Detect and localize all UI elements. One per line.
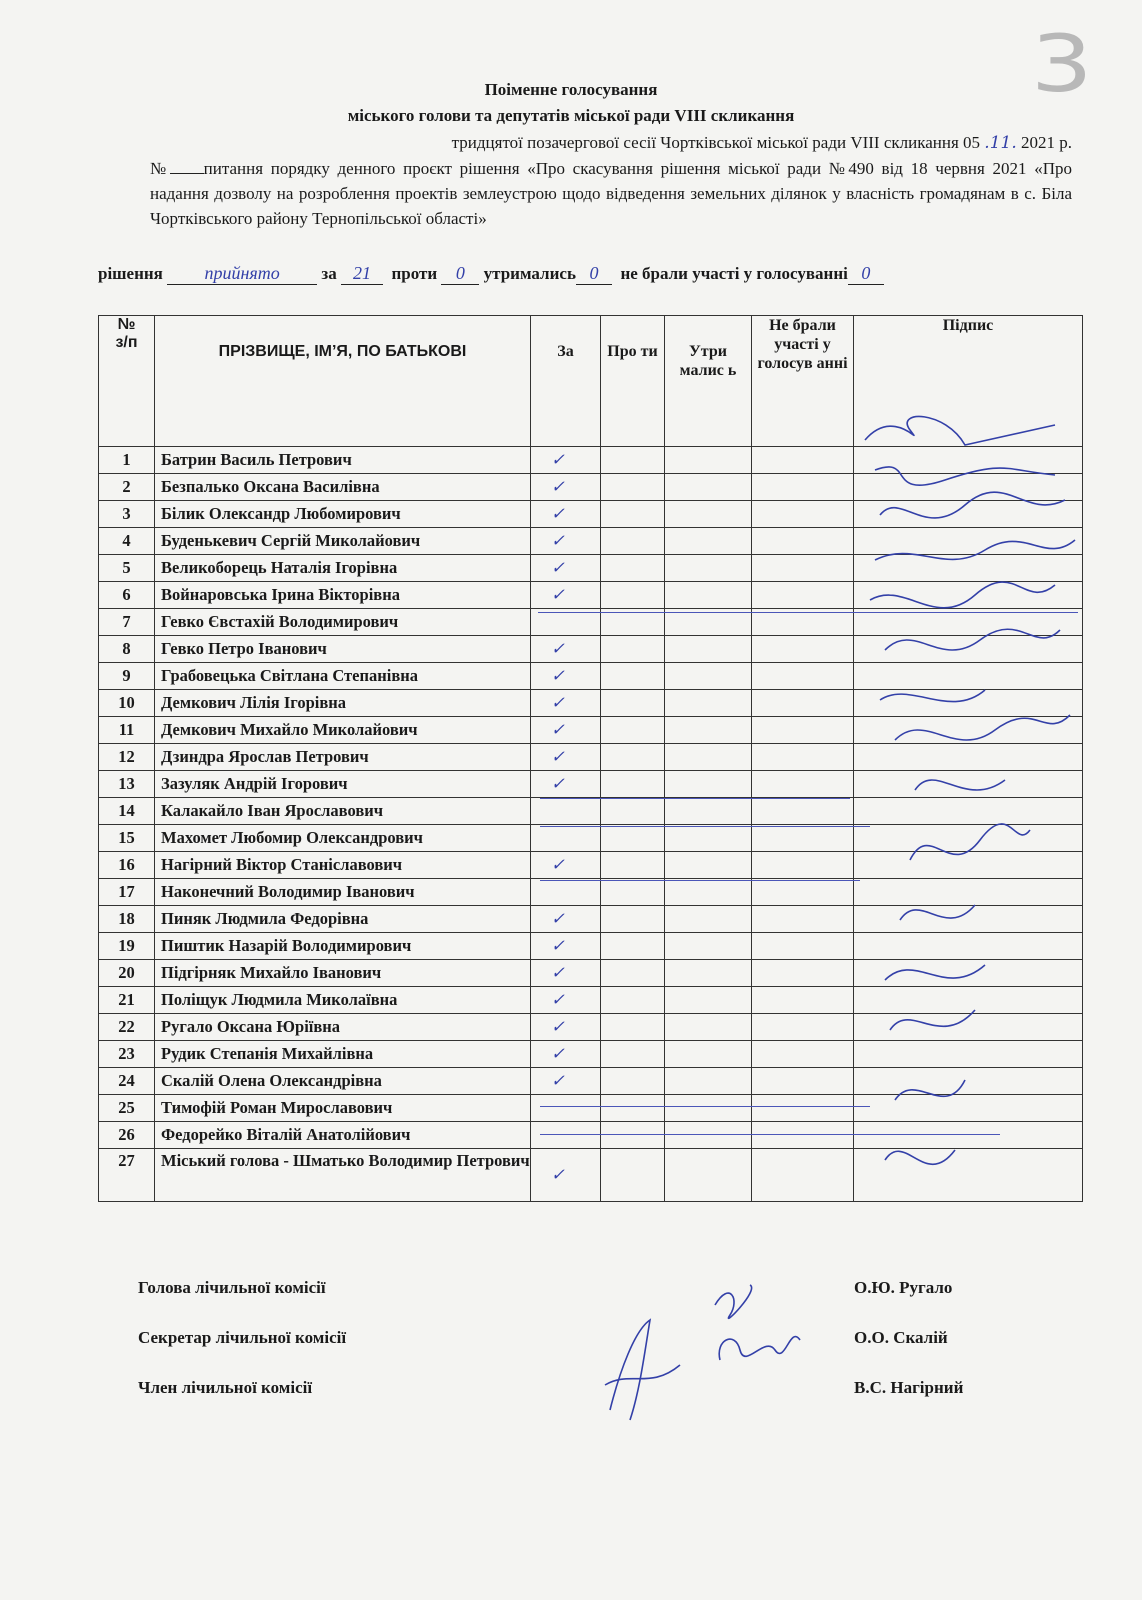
header-signature — [854, 316, 1083, 447]
row-abstained — [665, 582, 752, 609]
row-number: 10 — [99, 690, 155, 717]
row-against — [601, 933, 665, 960]
row-abstained — [665, 1068, 752, 1095]
row-name: Поліщук Людмила Миколаївна — [155, 987, 531, 1014]
row-for-mark: ✓ — [531, 771, 601, 798]
row-signature — [854, 1068, 1083, 1095]
row-number: 12 — [99, 744, 155, 771]
row-signature — [854, 501, 1083, 528]
row-against — [601, 717, 665, 744]
row-against — [601, 501, 665, 528]
row-not-voted — [752, 825, 854, 852]
row-against — [601, 555, 665, 582]
row-name: Великоборець Наталія Ігорівна — [155, 555, 531, 582]
row-against — [601, 825, 665, 852]
row-not-voted — [752, 1149, 854, 1202]
row-abstained — [665, 447, 752, 474]
row-not-voted — [752, 663, 854, 690]
strike-row-7 — [538, 612, 1078, 613]
row-abstained — [665, 1041, 752, 1068]
row-abstained — [665, 879, 752, 906]
row-number: 25 — [99, 1095, 155, 1122]
row-name: Наконечний Володимир Іванович — [155, 879, 531, 906]
row-for-mark: ✓ — [531, 447, 601, 474]
row-for-mark: ✓ — [531, 1041, 601, 1068]
table-row — [99, 555, 1083, 582]
header-abstained — [665, 316, 752, 447]
row-abstained — [665, 690, 752, 717]
strike-row-26 — [540, 1134, 1000, 1135]
row-for-mark: ✓ — [531, 987, 601, 1014]
for-count: 21 — [341, 263, 383, 285]
row-name: Скалій Олена Олександрівна — [155, 1068, 531, 1095]
row-against — [601, 879, 665, 906]
row-name: Грабовецька Світлана Степанівна — [155, 663, 531, 690]
for-label: за — [321, 264, 337, 283]
row-name: Тимофій Роман Мирославович — [155, 1095, 531, 1122]
row-against — [601, 960, 665, 987]
table-row — [99, 717, 1083, 744]
row-against — [601, 690, 665, 717]
row-against — [601, 1122, 665, 1149]
row-not-voted — [752, 447, 854, 474]
row-number: 21 — [99, 987, 155, 1014]
header-number-sign: № — [117, 316, 136, 333]
row-not-voted — [752, 906, 854, 933]
row-signature — [854, 1122, 1083, 1149]
not-voted-count: 0 — [848, 263, 884, 285]
row-for-mark — [531, 879, 601, 906]
row-number: 6 — [99, 582, 155, 609]
row-abstained — [665, 501, 752, 528]
commission-signatures — [590, 1270, 820, 1450]
row-for-mark: ✓ — [531, 960, 601, 987]
row-for-mark: ✓ — [531, 582, 601, 609]
row-for-mark: ✓ — [531, 906, 601, 933]
row-not-voted — [752, 1122, 854, 1149]
row-name: Пиняк Людмила Федорівна — [155, 906, 531, 933]
intro-line1 — [150, 130, 1072, 156]
row-for-mark: ✓ — [531, 501, 601, 528]
row-name: Демкович Михайло Миколайович — [155, 717, 531, 744]
row-against — [601, 528, 665, 555]
table-header-row — [99, 316, 1083, 447]
decision-line — [98, 263, 1078, 285]
not-voted-label: не брали участі у голосуванні — [620, 264, 848, 283]
member-label: Член лічильної комісії — [138, 1378, 313, 1397]
row-number: 23 — [99, 1041, 155, 1068]
handwritten-month: .11. — [984, 133, 1017, 153]
secretary-name: О.О. Скалій — [854, 1328, 948, 1347]
row-number: 24 — [99, 1068, 155, 1095]
row-not-voted — [752, 717, 854, 744]
row-for-mark: ✓ — [531, 717, 601, 744]
row-number: 26 — [99, 1122, 155, 1149]
row-name: Нагірний Віктор Станіславович — [155, 852, 531, 879]
row-against — [601, 1095, 665, 1122]
row-number: 16 — [99, 852, 155, 879]
table-row — [99, 987, 1083, 1014]
header-abstained-text: Утри малис ь — [679, 343, 737, 379]
header-for-text: За — [557, 343, 574, 360]
header-against-text: Про ти — [607, 343, 658, 360]
row-abstained — [665, 474, 752, 501]
row-name: Батрин Василь Петрович — [155, 447, 531, 474]
row-abstained — [665, 1095, 752, 1122]
row-for-mark — [531, 798, 601, 825]
table-row — [99, 501, 1083, 528]
row-number: 8 — [99, 636, 155, 663]
row-name: Пиштик Назарій Володимирович — [155, 933, 531, 960]
row-signature — [854, 582, 1083, 609]
table-row — [99, 879, 1083, 906]
row-not-voted — [752, 528, 854, 555]
row-against — [601, 1014, 665, 1041]
row-name: Федорейко Віталій Анатолійович — [155, 1122, 531, 1149]
decision-value: прийнято — [167, 263, 317, 285]
row-abstained — [665, 717, 752, 744]
row-abstained — [665, 1122, 752, 1149]
row-against — [601, 744, 665, 771]
row-signature — [854, 1149, 1083, 1202]
row-for-mark: ✓ — [531, 744, 601, 771]
row-number: 27 — [99, 1149, 155, 1202]
chair-name: О.Ю. Ругало — [854, 1278, 953, 1297]
row-number: 13 — [99, 771, 155, 798]
row-not-voted — [752, 879, 854, 906]
header-not-voted — [752, 316, 854, 447]
row-not-voted — [752, 960, 854, 987]
row-name: Гевко Євстахій Володимирович — [155, 609, 531, 636]
row-signature — [854, 555, 1083, 582]
strike-row-15 — [540, 826, 870, 827]
row-not-voted — [752, 582, 854, 609]
table-row — [99, 744, 1083, 771]
row-abstained — [665, 798, 752, 825]
row-signature — [854, 825, 1083, 852]
row-abstained — [665, 852, 752, 879]
row-abstained — [665, 636, 752, 663]
row-not-voted — [752, 933, 854, 960]
row-signature — [854, 987, 1083, 1014]
row-name: Гевко Петро Іванович — [155, 636, 531, 663]
row-number: 14 — [99, 798, 155, 825]
number-blank — [170, 173, 204, 174]
table-row — [99, 636, 1083, 663]
row-for-mark: ✓ — [531, 663, 601, 690]
row-number: 7 — [99, 609, 155, 636]
row-against — [601, 1149, 665, 1202]
table-row — [99, 933, 1083, 960]
row-number: 9 — [99, 663, 155, 690]
strike-row-14 — [540, 798, 850, 799]
table-row — [99, 582, 1083, 609]
row-against — [601, 1068, 665, 1095]
row-signature — [854, 1014, 1083, 1041]
against-label: проти — [391, 264, 438, 283]
table-row — [99, 447, 1083, 474]
row-for-mark: ✓ — [531, 1014, 601, 1041]
row-number: 20 — [99, 960, 155, 987]
header-against — [601, 316, 665, 447]
row-number: 15 — [99, 825, 155, 852]
row-for-mark: ✓ — [531, 555, 601, 582]
row-number: 4 — [99, 528, 155, 555]
table-body — [99, 447, 1083, 1202]
row-against — [601, 771, 665, 798]
table-row — [99, 852, 1083, 879]
row-name: Буденькевич Сергій Миколайович — [155, 528, 531, 555]
row-number: 2 — [99, 474, 155, 501]
header-number-abbr: з/п — [115, 334, 138, 351]
row-not-voted — [752, 474, 854, 501]
row-abstained — [665, 744, 752, 771]
row-against — [601, 582, 665, 609]
table-row — [99, 1095, 1083, 1122]
row-for-mark: ✓ — [531, 933, 601, 960]
row-signature — [854, 1041, 1083, 1068]
intro-paragraph — [150, 130, 1072, 231]
table-row — [99, 474, 1083, 501]
row-against — [601, 663, 665, 690]
document-title: Поіменне голосування — [484, 80, 658, 99]
table-row — [99, 825, 1083, 852]
chair-label: Голова лічильної комісії — [138, 1278, 326, 1297]
row-not-voted — [752, 690, 854, 717]
row-abstained — [665, 528, 752, 555]
row-not-voted — [752, 1068, 854, 1095]
row-name: Демкович Лілія Ігорівна — [155, 690, 531, 717]
row-not-voted — [752, 852, 854, 879]
against-count: 0 — [441, 263, 479, 285]
row-abstained — [665, 1014, 752, 1041]
row-abstained — [665, 825, 752, 852]
votes-table — [98, 315, 1083, 1202]
row-abstained — [665, 987, 752, 1014]
row-number: 1 — [99, 447, 155, 474]
row-name: Дзиндра Ярослав Петрович — [155, 744, 531, 771]
strike-row-25 — [540, 1106, 870, 1107]
row-abstained — [665, 960, 752, 987]
table-row — [99, 1149, 1083, 1202]
row-against — [601, 906, 665, 933]
table-row — [99, 1041, 1083, 1068]
row-not-voted — [752, 501, 854, 528]
row-abstained — [665, 933, 752, 960]
row-signature — [854, 879, 1083, 906]
row-name: Рудик Степанія Михайлівна — [155, 1041, 531, 1068]
abstained-count: 0 — [576, 263, 612, 285]
row-number: 19 — [99, 933, 155, 960]
header-signature-text: Підпис — [942, 317, 994, 334]
row-name: Махомет Любомир Олександрович — [155, 825, 531, 852]
row-not-voted — [752, 744, 854, 771]
row-not-voted — [752, 798, 854, 825]
row-name: Войнаровська Ірина Вікторівна — [155, 582, 531, 609]
row-signature — [854, 744, 1083, 771]
row-against — [601, 852, 665, 879]
document-subtitle: міського голови та депутатів міської ради VIII скликання — [347, 106, 795, 125]
header-number — [99, 316, 155, 447]
row-name: Підгірняк Михайло Іванович — [155, 960, 531, 987]
row-number: 18 — [99, 906, 155, 933]
table-row — [99, 1122, 1083, 1149]
row-abstained — [665, 663, 752, 690]
row-against — [601, 474, 665, 501]
member-name: В.С. Нагірний — [854, 1378, 964, 1397]
abstained-label: утримались — [483, 264, 576, 283]
row-for-mark: ✓ — [531, 1068, 601, 1095]
row-number: 17 — [99, 879, 155, 906]
row-against — [601, 636, 665, 663]
row-not-voted — [752, 1014, 854, 1041]
table-row — [99, 960, 1083, 987]
row-for-mark: ✓ — [531, 636, 601, 663]
row-abstained — [665, 906, 752, 933]
row-name: Міський голова - Шматько Володимир Петрович — [155, 1149, 531, 1202]
row-signature — [854, 798, 1083, 825]
row-for-mark: ✓ — [531, 852, 601, 879]
row-signature — [854, 717, 1083, 744]
row-for-mark — [531, 1122, 601, 1149]
row-name: Білик Олександр Любомирович — [155, 501, 531, 528]
row-signature — [854, 636, 1083, 663]
row-signature — [854, 447, 1083, 474]
row-abstained — [665, 771, 752, 798]
table-row — [99, 771, 1083, 798]
row-not-voted — [752, 636, 854, 663]
row-name: Калакайло Іван Ярославович — [155, 798, 531, 825]
table-row — [99, 663, 1083, 690]
row-for-mark: ✓ — [531, 690, 601, 717]
table-row — [99, 1068, 1083, 1095]
row-signature — [854, 663, 1083, 690]
intro-question-text: питання порядку денного проєкт рішення «Про скасування рішення міської ради №490 від 18 червня 2021 «Про надання дозволу на розроблення проектів землеустрою щодо відведення земельних ділянок у власність громадянам в с. Біла Чортківського району Тернопільської області» — [150, 159, 1072, 228]
table-row — [99, 528, 1083, 555]
row-signature — [854, 474, 1083, 501]
row-name: Ругало Оксана Юріївна — [155, 1014, 531, 1041]
row-number: 22 — [99, 1014, 155, 1041]
row-not-voted — [752, 987, 854, 1014]
row-not-voted — [752, 771, 854, 798]
row-against — [601, 1041, 665, 1068]
row-for-mark: ✓ — [531, 528, 601, 555]
row-not-voted — [752, 1041, 854, 1068]
secretary-label: Секретар лічильної комісії — [138, 1328, 347, 1347]
row-signature — [854, 933, 1083, 960]
row-not-voted — [752, 555, 854, 582]
row-signature — [854, 852, 1083, 879]
table-row — [99, 1014, 1083, 1041]
row-name: Зазуляк Андрій Ігорович — [155, 771, 531, 798]
row-for-mark — [531, 1095, 601, 1122]
row-for-mark — [531, 825, 601, 852]
row-number: 5 — [99, 555, 155, 582]
strike-row-17 — [540, 880, 860, 881]
row-for-mark: ✓ — [531, 1149, 601, 1202]
row-signature — [854, 1095, 1083, 1122]
row-name: Безпалько Оксана Василівна — [155, 474, 531, 501]
row-signature — [854, 528, 1083, 555]
row-signature — [854, 906, 1083, 933]
row-abstained — [665, 555, 752, 582]
row-not-voted — [752, 1095, 854, 1122]
table-row — [99, 690, 1083, 717]
page-number: 3 — [1031, 20, 1094, 110]
row-against — [601, 798, 665, 825]
row-number: 11 — [99, 717, 155, 744]
row-against — [601, 987, 665, 1014]
row-number: 3 — [99, 501, 155, 528]
row-signature — [854, 771, 1083, 798]
table-row — [99, 798, 1083, 825]
header-not-voted-text: Не брали участі у голосув анні — [757, 317, 848, 372]
table-row — [99, 906, 1083, 933]
row-abstained — [665, 1149, 752, 1202]
row-signature — [854, 690, 1083, 717]
intro-number-sign: № — [150, 159, 170, 178]
intro-year: 2021 р. — [1021, 133, 1072, 152]
row-against — [601, 447, 665, 474]
row-signature — [854, 960, 1083, 987]
header-name — [155, 316, 531, 447]
header-for — [531, 316, 601, 447]
decision-label: рішення — [98, 264, 163, 283]
intro-session-text: тридцятої позачергової сесії Чортківської міської ради VIII скликання 05 — [451, 133, 981, 152]
row-for-mark: ✓ — [531, 474, 601, 501]
header-name-text: ПРІЗВИЩЕ, ІМ’Я, ПО БАТЬКОВІ — [218, 343, 467, 360]
